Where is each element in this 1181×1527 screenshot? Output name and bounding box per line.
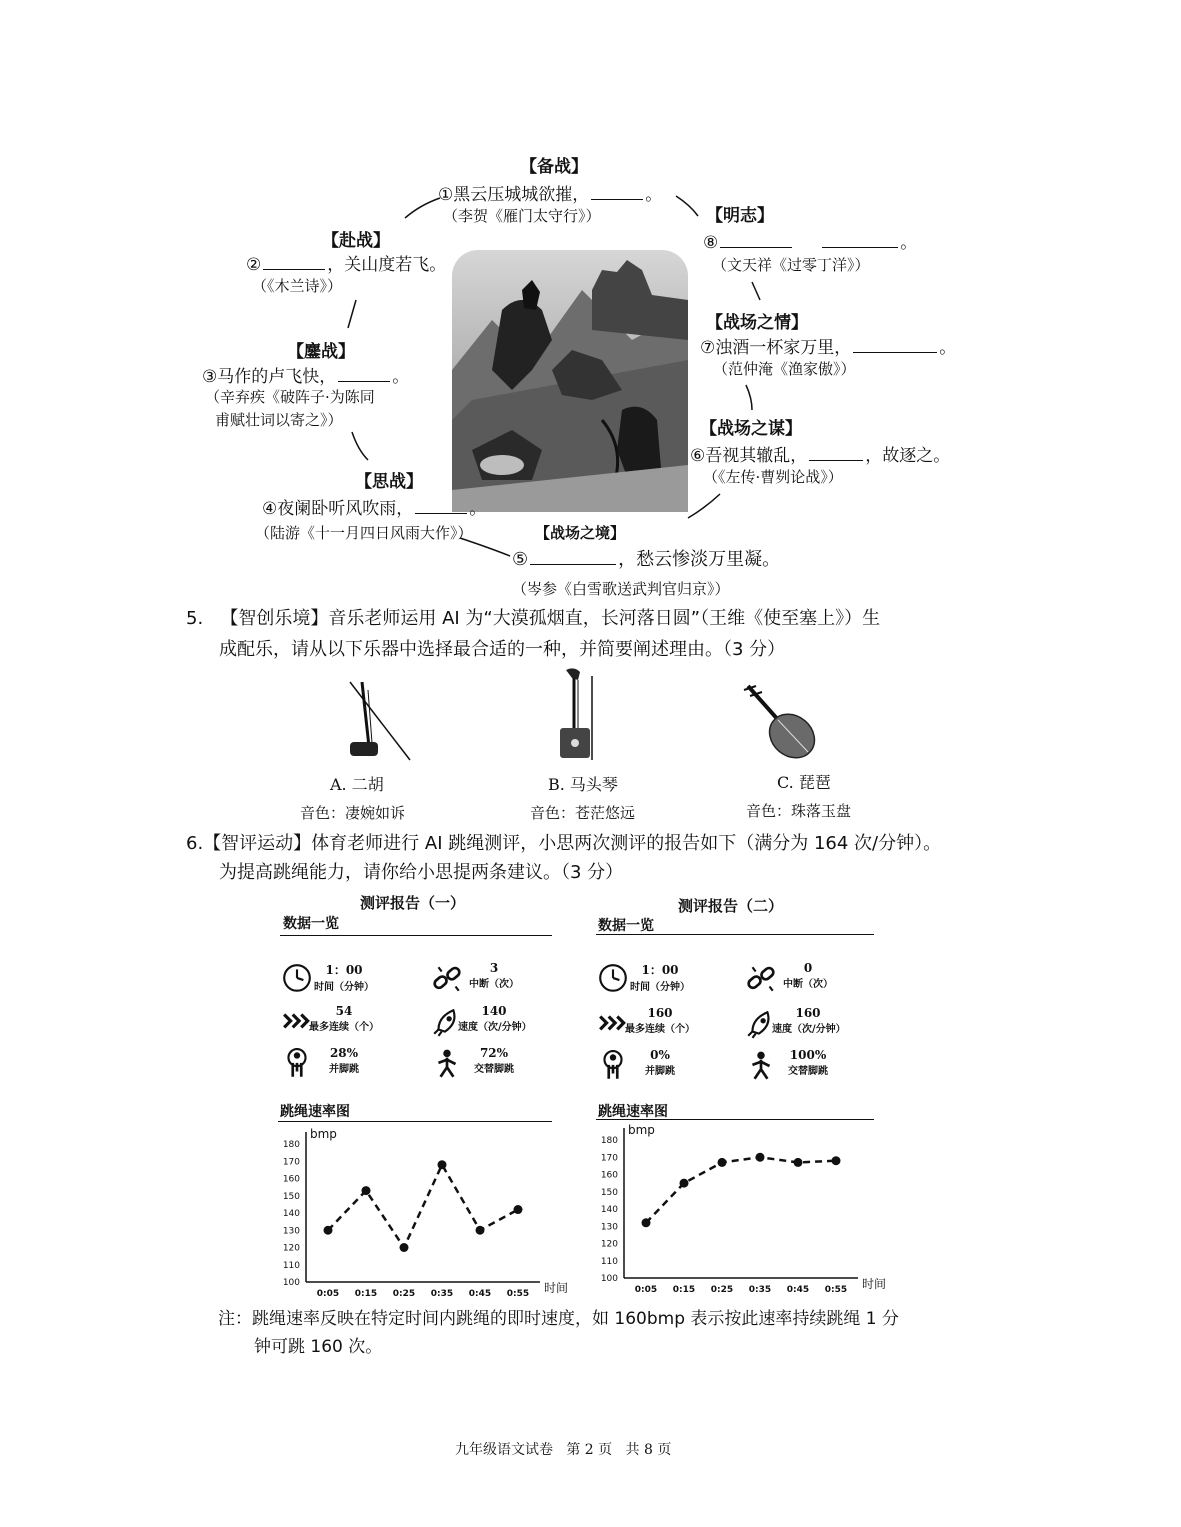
x-tick-label: 0:35 [748, 1285, 772, 1295]
report2-overview: 数据一览 [598, 918, 654, 934]
stat-value: 3 [489, 961, 499, 975]
node-qing-line: ⑦浊酒一杯家万里， 。 [700, 338, 957, 358]
x-tick-label: 0:55 [506, 1289, 530, 1299]
instrument-b-label: B. 马头琴 [548, 775, 618, 794]
y-tick-label: 120 [600, 1239, 618, 1250]
y-tick-label: 170 [282, 1157, 300, 1168]
answer-blank[interactable] [809, 459, 863, 461]
node-beizhan-line: ①黑云压城城欲摧， 。 [438, 185, 663, 205]
stat-label: 速度（次/分钟） [772, 1024, 846, 1035]
y-tick-label: 170 [600, 1153, 618, 1164]
stat-value: 28% [329, 1046, 359, 1060]
node-mingzhi-src: （文天祥《过零丁洋》） [712, 256, 870, 274]
x-tick-label: 0:45 [786, 1285, 810, 1295]
stat-label: 并脚跳 [645, 1066, 675, 1077]
report2-chart-title: 跳绳速率图 [598, 1104, 668, 1120]
y-axis-label: bmp [310, 1127, 337, 1141]
report2-title: 测评报告（二） [678, 897, 784, 915]
y-tick-label: 150 [600, 1187, 618, 1198]
y-tick-label: 150 [282, 1191, 300, 1202]
q6-line2: 为提高跳绳能力，请你给小思提两条建议。（3 分） [219, 862, 624, 883]
stat-item [308, 1004, 380, 1033]
node-qing-src: （范仲淹《渔家傲》） [713, 360, 856, 378]
y-tick-label: 130 [600, 1222, 618, 1233]
data-point [324, 1226, 333, 1235]
x-tick-label: 0:05 [316, 1289, 340, 1299]
stat-label: 中断（次） [469, 979, 519, 990]
node-sizhan-title: 【思战】 [355, 472, 423, 492]
node-mou-line: ⑥吾视其辙乱， ，故逐之。 [690, 446, 951, 466]
stat-item [772, 1048, 844, 1077]
stat-label: 时间（分钟） [630, 982, 690, 993]
note-line2: 钟可跳 160 次。 [254, 1337, 383, 1357]
data-point [438, 1160, 447, 1169]
y-tick-label: 140 [600, 1205, 618, 1215]
x-tick-label: 0:15 [354, 1289, 378, 1299]
y-tick-label: 120 [282, 1243, 300, 1254]
report1-overview: 数据一览 [283, 916, 339, 932]
data-point [832, 1156, 841, 1165]
node-jing-line: ⑤ ，愁云惨淡万里凝。 [512, 549, 781, 570]
node-jing-src: （岑参《白雪歌送武判官归京》） [512, 580, 730, 598]
data-point [400, 1243, 409, 1252]
q6-line1: 6.【智评运动】体育老师进行 AI 跳绳测评，小思两次测评的报告如下（满分为 164 次/分钟）。 [186, 833, 942, 854]
data-point [680, 1179, 689, 1188]
stat-value: 1：00 [325, 963, 363, 977]
y-tick-label: 100 [282, 1278, 300, 1288]
report1-title: 测评报告（一） [360, 894, 466, 912]
data-point [642, 1218, 651, 1227]
data-point [514, 1205, 523, 1214]
stat-item [624, 1048, 696, 1077]
stat-value: 160 [647, 1006, 673, 1020]
node-mingzhi-title: 【明志】 [706, 206, 774, 226]
rate-chart-1 [270, 1122, 580, 1312]
data-point [794, 1158, 803, 1167]
stat-label: 最多连续（个） [309, 1022, 379, 1033]
node-mou-src: （《左传·曹刿论战》） [703, 468, 843, 486]
stat-item [458, 1004, 530, 1033]
node-mingzhi-line: ⑧ 。 [703, 233, 918, 253]
x-tick-label: 0:25 [392, 1289, 416, 1299]
stat-item [772, 1006, 844, 1035]
stat-item [308, 961, 380, 993]
instrument-a-timbre: 音色：凄婉如诉 [300, 804, 406, 822]
y-tick-label: 160 [282, 1174, 300, 1185]
node-aozhan-src1: （辛弃疾《破阵子·为陈同 [205, 388, 375, 406]
answer-blank[interactable] [591, 198, 643, 200]
answer-blank[interactable] [415, 512, 467, 514]
data-point [362, 1186, 371, 1195]
report1-chart-title: 跳绳速率图 [280, 1104, 350, 1120]
answer-blank[interactable] [263, 268, 325, 270]
x-tick-label: 0:05 [634, 1285, 658, 1295]
stat-label: 交替脚跳 [474, 1064, 514, 1075]
x-tick-label: 0:55 [824, 1285, 848, 1295]
matouqin-icon [548, 666, 604, 766]
stat-label: 时间（分钟） [314, 982, 374, 993]
x-axis-label: 时间 [862, 1277, 887, 1291]
node-mou-title: 【战场之谋】 [700, 419, 802, 439]
y-tick-label: 110 [600, 1256, 618, 1267]
stat-value: 140 [481, 1004, 507, 1018]
answer-blank[interactable] [822, 246, 898, 248]
stat-value: 54 [335, 1004, 353, 1018]
q5-line2: 成配乐，请从以下乐器中选择最合适的一种，并简要阐述理由。（3 分） [219, 639, 786, 660]
stat-label: 交替脚跳 [788, 1066, 828, 1077]
report2-divider [596, 934, 874, 935]
erhu-icon [340, 680, 420, 764]
y-tick-label: 180 [600, 1136, 618, 1146]
stat-label: 最多连续（个） [625, 1024, 695, 1035]
y-tick-label: 110 [282, 1260, 300, 1271]
data-point [718, 1158, 727, 1167]
stat-value: 72% [479, 1046, 509, 1060]
answer-blank[interactable] [338, 380, 390, 382]
instrument-b-timbre: 音色：苍茫悠远 [530, 804, 636, 822]
stat-value: 0% [650, 1048, 670, 1062]
note-line1: 注：跳绳速率反映在特定时间内跳绳的即时速度，如 160bmp 表示按此速率持续跳绳 1 分 [218, 1309, 900, 1329]
series-line [328, 1165, 518, 1248]
data-point [756, 1153, 765, 1162]
x-tick-label: 0:45 [468, 1289, 492, 1299]
stat-label: 并脚跳 [329, 1064, 359, 1075]
node-fuzhan-line: ② ，关山度若飞。 [246, 255, 447, 275]
node-aozhan-title: 【鏖战】 [287, 342, 355, 362]
stat-label: 中断（次） [783, 979, 833, 990]
x-axis-label: 时间 [544, 1281, 569, 1295]
answer-blank[interactable] [530, 563, 616, 565]
x-tick-label: 0:15 [672, 1285, 696, 1295]
stat-value: 160 [795, 1006, 821, 1020]
page-footer: 九年级语文试卷 第 2 页 共 8 页 [455, 1442, 672, 1458]
stat-value: 0 [803, 961, 813, 975]
node-aozhan-src2: 甫赋壮词以寄之》） [215, 411, 343, 429]
node-beizhan-title: 【备战】 [520, 157, 588, 177]
stat-value: 100% [789, 1048, 827, 1062]
instrument-c-label: C. 琵琶 [777, 773, 831, 792]
stat-item [624, 961, 696, 993]
instrument-a-label: A. 二胡 [330, 775, 384, 794]
stat-label: 速度（次/分钟） [458, 1022, 532, 1033]
battle-illustration [452, 250, 688, 512]
stat-item [458, 1046, 530, 1075]
node-fuzhan-src: （《木兰诗》） [252, 277, 343, 295]
stat-item [458, 961, 530, 990]
y-tick-label: 180 [282, 1140, 300, 1150]
report1-divider [280, 935, 552, 936]
series-line [646, 1157, 836, 1223]
node-sizhan-line: ④夜阑卧听风吹雨， 。 [262, 499, 487, 519]
x-tick-label: 0:35 [430, 1289, 454, 1299]
y-tick-label: 130 [282, 1226, 300, 1237]
x-tick-label: 0:25 [710, 1285, 734, 1295]
y-tick-label: 160 [600, 1170, 618, 1181]
stat-item [772, 961, 844, 990]
y-axis-label: bmp [628, 1123, 655, 1137]
stat-value: 1：00 [641, 963, 679, 977]
pipa-icon [738, 680, 824, 764]
node-jing-title: 【战场之境】 [535, 524, 626, 542]
answer-blank[interactable] [720, 246, 792, 248]
y-tick-label: 140 [282, 1209, 300, 1219]
node-aozhan-line: ③马作的卢飞快， 。 [202, 367, 410, 387]
stat-item [308, 1046, 380, 1075]
rate-chart-2 [588, 1118, 900, 1308]
node-qing-title: 【战场之情】 [706, 313, 808, 333]
node-fuzhan-title: 【赴战】 [322, 231, 390, 251]
node-beizhan-src: （李贺《雁门太守行》） [443, 207, 601, 225]
answer-blank[interactable] [853, 351, 937, 353]
node-sizhan-src: （陆游《十一月四日风雨大作》） [255, 524, 473, 542]
q5-line1: 5. 【智创乐境】音乐老师运用 AI 为“大漠孤烟直，长河落日圆”（王维《使至塞上》）生 [186, 608, 881, 629]
instrument-c-timbre: 音色：珠落玉盘 [746, 802, 852, 820]
stat-item [624, 1006, 696, 1035]
data-point [476, 1226, 485, 1235]
y-tick-label: 100 [600, 1274, 618, 1284]
